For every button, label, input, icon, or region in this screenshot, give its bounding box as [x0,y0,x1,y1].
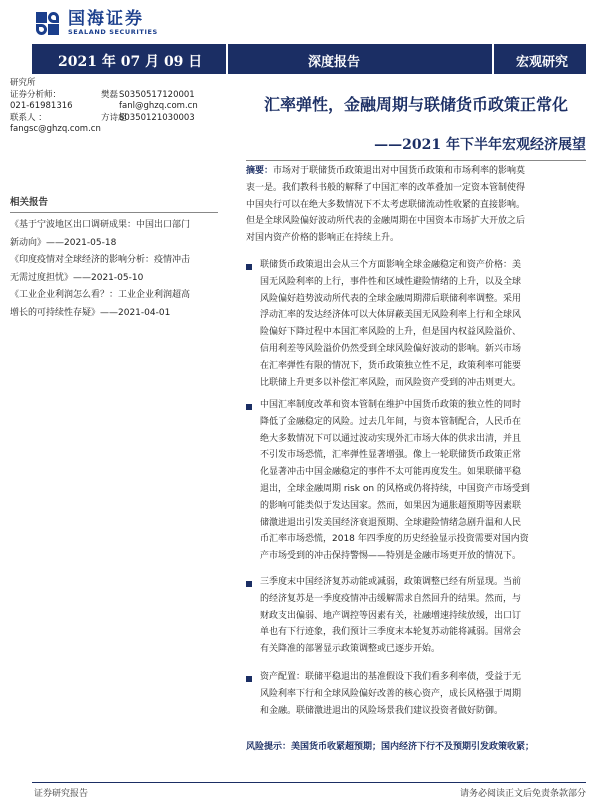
contact-email: fangsc@ghzq.com.cn [10,124,101,134]
bullet-line: 的经济复苏是一季度疫情冲击缓解需求自然回升的结果。然而，与 [260,593,522,604]
bullet-marker [246,264,252,270]
bullet-line: 联储货币政策退出会从三个方面影响全球金融稳定和资产价格：美 [260,260,522,270]
report-date: 2021 年 07 月 09 日 [58,54,203,70]
analyst-row: 联系人 ： 方诗超 S0350121030003 [10,112,195,123]
analyst-heading: 研究所 [10,78,36,88]
bullet-marker [246,581,252,587]
bullet-line: 退出，全球金融周期 risk on 的风格或仍将持续，中国资产市场受到 [260,483,530,494]
contact-license: S0350121030003 [119,112,195,123]
bullet-paragraph [260,669,582,719]
abstract-line: 市场对于联储货币政策退出对中国货币政策和市场利率的影响莫 [273,166,526,176]
brand-name-en: SEALAND SECURITIES [68,27,158,36]
analyst-name: 樊磊 [101,89,119,100]
analyst-row: 证券分析师： 樊磊 S0350517120001 [10,89,195,100]
bullet-line: 有关降准的部署显示政策调整或已逐步开始。 [260,644,441,655]
bullet-line: 储激进退出引发美国经济衰退预期、全球避险情绪急剧升温和人民 [260,517,522,528]
bullet-line: 三季度末中国经济复苏动能或减弱，政策调整已经有所显现。当前 [260,577,522,587]
abstract [246,163,582,247]
header-band [32,44,586,74]
bullet-line: 浮动汇率的发达经济体可以大体屏蔽美国无风险利率上行和全球风 [260,310,522,321]
bullet-line: 险偏好下降过程中本国汇率风险的上升，但是国内权益风险溢价、 [260,327,522,338]
bullet-line: 化显著冲击中国金融稳定的事件不太可能再度发生。如果联储平稳 [260,467,522,478]
analyst-license: S0350517120001 [119,89,195,100]
report-title: 汇率弹性，金融周期与联储货币政策正常化 [263,95,568,114]
abstract-line: 衷一是。我们教科书般的解释了中国汇率的改革叠加一定资本管制使得 [246,182,526,193]
bullet-line: 币汇率市场恐慌，2018 年四季度的历史经验显示投资需要对国内资 [260,534,529,545]
related-line: 新动向》——2021-05-18 [10,237,117,248]
divider [226,44,228,74]
bullet-line: 风险偏好趋势波动所代表的全球金融周期滞后联储利率调整。采用 [260,293,522,304]
contact-name: 方诗超 [101,112,127,123]
bullet-marker [246,676,252,682]
bullet-line: 降低了金融稳定的风险。过去几年间，与资本管制配合，人民币在 [260,416,522,427]
report-subtitle: ——2021 年下半年宏观经济展望 [374,137,586,153]
title-rule [246,160,586,161]
footer-rule [32,782,586,783]
bullet-line: 国无风险利率的上行，事件性和区域性避险情绪的上升，以及全球 [260,276,522,287]
brand-name-cn: 国海证券 [68,8,144,29]
analyst-block [10,78,235,136]
bullet-line: 和金融。联储激进退出的风险场景我们建议投资者做好防御。 [260,705,504,716]
abstract-line: 中国央行可以在绝大多数情况下不太考虑联储流动性收紧的直接影响。 [246,199,526,210]
footer-left: 证券研究报告 [34,789,89,799]
sealand-logo-icon [34,9,62,37]
footer-disclaimer: 请务必阅读正文后免责条款部分 [459,789,586,799]
analyst-email: fanl@ghzq.com.cn [119,101,198,111]
bullet-line: 产市场受到的冲击保持警惕——特别是金融市场更开放的情况下。 [260,551,522,562]
bullet-line: 比联储上升更多以补偿汇率风险，而风险资产受到的冲击则更大。 [260,377,522,388]
related-line: 增长的可持续性存疑》——2021-04-01 [10,307,171,318]
bullet-line: 的影响可能类似于发达国家。然而，如果因为通胀超预期等因素联 [260,500,522,511]
bullet-line: 风险利率下行和全球风险偏好改善的核心资产，成长风格强于周期 [260,688,522,699]
related-reports [10,193,218,322]
related-line: 《印度疫情对全球经济的影响分析：疫情冲击 [10,255,191,265]
report-type: 深度报告 [308,55,361,70]
bullet-paragraph [260,397,582,565]
bullet-line: 财政支出偏弱、地产调控等因素有关，社融增速持续放缓，出口订 [260,610,522,621]
related-line: 无需过度担忧》——2021-05-10 [10,272,144,283]
analyst-row: 021-61981316 fanl@ghzq.com.cn [10,101,198,111]
related-line: 《工业企业利润怎么看？：工业企业利润超高 [10,290,191,300]
abstract-line: 对国内资产价格的影响正在持续上升。 [246,233,400,244]
risk-warning [246,739,534,752]
bullet-line: 中国汇率制度改革和资本管制在维护中国货币政策的独立性的同时 [260,400,522,410]
bullet-line: 在汇率弹性有限的情况下，货币政策独立性不足，政策利率可能要 [260,360,522,371]
related-line: 《基于宁波地区出口调研成果：中国出口部门 [10,220,191,230]
bullet-line: 绝大多数情况下可以通过波动实现外汇市场大体的供求出清，并且 [260,433,522,444]
divider [492,44,494,74]
report-category: 宏观研究 [516,55,569,70]
bullet-line: 资产配置：联储平稳退出的基准假设下我们看多利率债，受益于无 [260,672,522,682]
risk-label: 风险提示： [246,742,292,752]
brand-logo [34,6,158,40]
related-heading: 相关报告 [10,193,218,213]
bullet-line: 信用利差等风险溢价仍然受到全球风险偏好波动的影响。新兴市场 [260,343,522,354]
bullet-line: 单也有下行迹象，我们预计三季度末本轮复苏动能将减弱。国常会 [260,627,522,638]
bullet-marker [246,404,252,410]
abstract-label: 摘要： [246,166,274,176]
analyst-row [10,124,235,136]
risk-text: 美国货币收紧超预期；国内经济下行不及预期引发政策收紧； [291,742,535,752]
bullet-paragraph [260,574,582,658]
bullet-paragraph [260,257,582,391]
abstract-line: 但是全球风险偏好波动所代表的金融周期在中国资本市场扩大开放之后 [246,216,526,227]
bullet-line: 不引发市场恐慌，汇率弹性显著增强。像上一轮联储货币政策正常 [260,450,522,461]
